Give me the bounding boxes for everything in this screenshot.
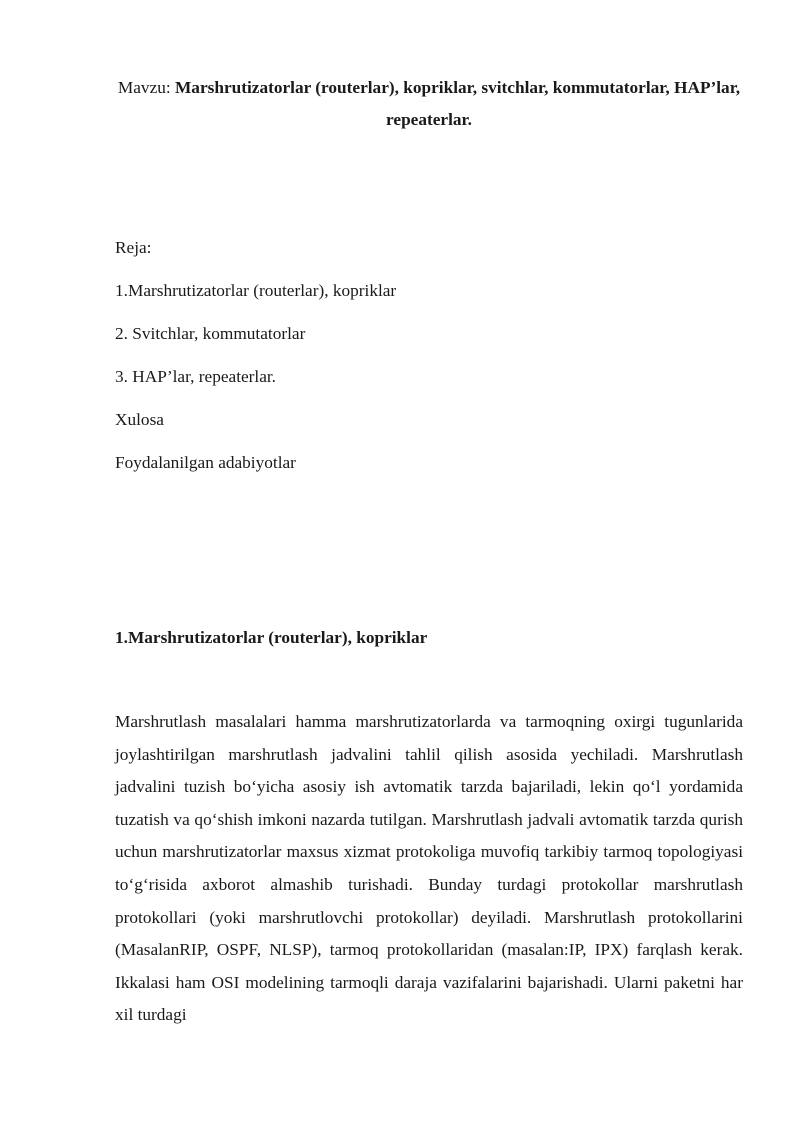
plan-list — [115, 233, 743, 491]
plan-item: 2. Svitchlar, kommutatorlar — [115, 324, 306, 343]
plan-item: 3. HAP’lar, repeaterlar. — [115, 367, 277, 386]
document-title — [115, 72, 743, 136]
plan-item: Xulosa — [115, 410, 164, 429]
body-paragraph: Marshrutlash masalalari hamma marshrutizatorlarda va tarmoqning oxirgi tugunlarida joylashtirilgan marshrutlash jadvalini tahlil qilish asosida yechiladi. Marshrutlash jadvalini tuzish bo‘yicha asosiy ish avtomatik tarzda bajariladi, lekin qo‘l yordamida tuzatish va qo‘shish imkoni nazarda tutilgan. Marshrutlash jadvali avtomatik tarzda qurish uchun marshrutizatorlar maxsus xizmat protokoliga muvofiq tarkibiy tarmoq topologiyasi to‘g‘risida axborot almashib turishadi. Bunday turdagi protokollar marshrutlash protokollari (yoki marshrutlovchi protokollar) deyiladi. Marshrutlash protokollarini (MasalanRIP, OSPF, NLSP), tarmoq protokollaridan (masalan:IP, IPX) farqlash kerak. Ikkalasi ham OSI modelining tarmoqli daraja vazifalarini bajarishadi. Ularni paketni har xil turdagi — [115, 712, 743, 1025]
section-heading: 1.Marshrutizatorlar (routerlar), kopriklar — [115, 628, 428, 647]
plan-item: Foydalanilgan adabiyotlar — [115, 453, 296, 472]
plan-heading: Reja: — [115, 238, 152, 257]
title-prefix: Mavzu: — [117, 78, 175, 97]
plan-item: 1.Marshrutizatorlar (routerlar), kopriklar — [115, 281, 397, 300]
title-topic: Marshrutizatorlar (routerlar), kopriklar, svitchlar, kommutatorlar, HAP’lar, repeaterlar. — [175, 78, 741, 129]
